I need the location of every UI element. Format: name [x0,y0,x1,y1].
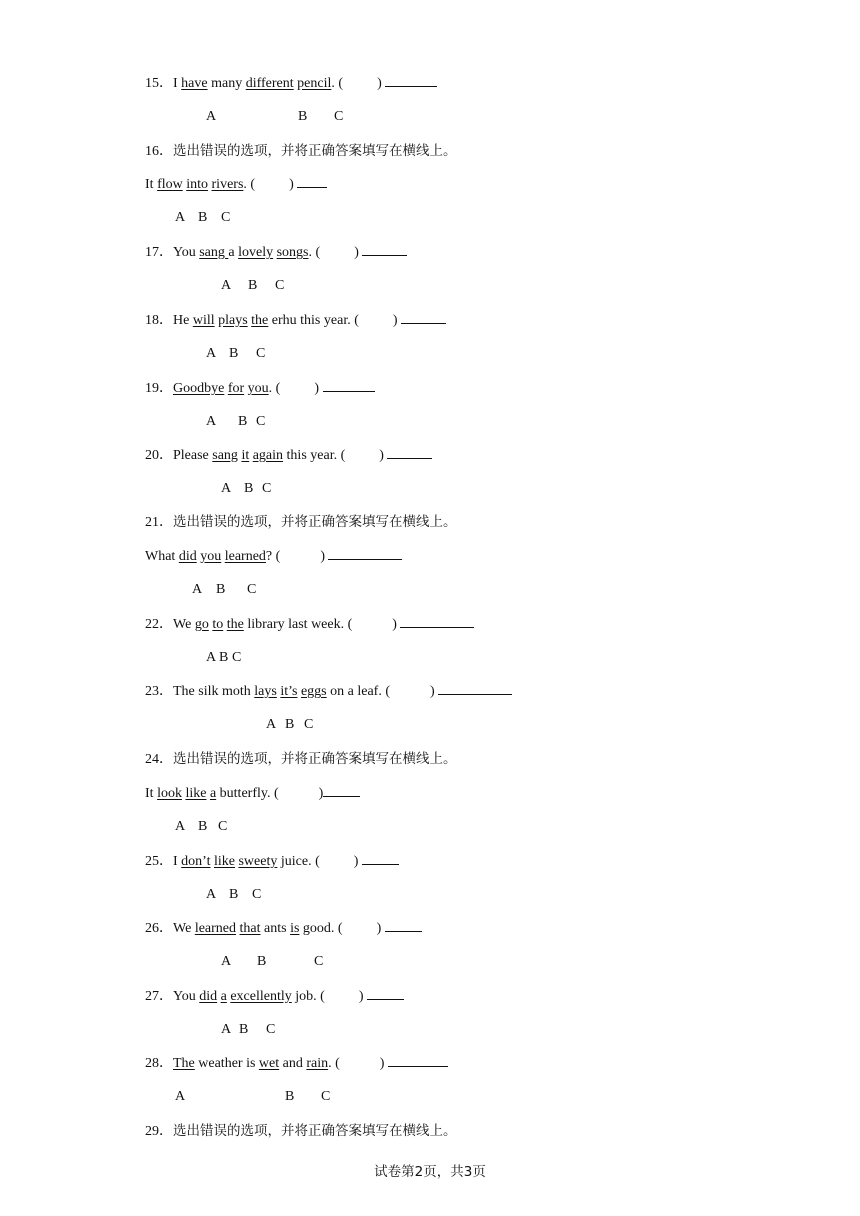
question-26-sentence: 26．We learned that ants is good. ( ) [145,919,422,938]
question-18-sentence: 18．He will plays the erhu this year. ( ) [145,311,446,330]
answer-blank[interactable] [385,919,422,932]
exam-page: 15．I have many different pencil. ( ) A B C 16．选出错误的选项，并将正确答案填写在横线上。 It flow into rivers. ( ) A B C 17．You sang a lovely songs. ( ) A B C 18．He will plays the erhu this year. ( ) A B C 19．Goodbye for you. ( ) A B C 20．Please sang it again this year. ( ) A B C 21．选出错误的选项，并将正确答案填写在横线上。 What did you learned? ( ) A B C 22．We go to the library last week. ( ) A B C 23．The silk moth lays it’s eggs on a leaf. ( ) A B C 24．选出错误的选项，并将正确答案填写在横线上。 It look like a butterfly. ( ) A B C 25．I don’t like sweety juice. ( ) A B C 26．We learned that ants is good. ( ) A B C 27．You did a excellently job. ( ) A B C 28．The weather is wet and rain. ( ) A B C 29．选出错误的选项，并将正确答案填写在横线上。 试卷第2页，共3页 [0,0,860,1216]
question-21-sentence: What did you learned? ( ) [145,547,402,566]
question-23-sentence: 23．The silk moth lays it’s eggs on a leaf. ( ) [145,682,512,701]
question-20-sentence: 20．Please sang it again this year. ( ) [145,446,432,465]
question-22-sentence: 22．We go to the library last week. ( ) [145,615,474,634]
question-16-sentence: It flow into rivers. ( ) [145,175,327,194]
question-19-sentence: 19．Goodbye for you. ( ) [145,379,375,398]
question-24-instruction: 24．选出错误的选项，并将正确答案填写在横线上。 [145,751,457,767]
answer-blank[interactable] [385,74,437,87]
answer-blank[interactable] [387,446,432,459]
answer-blank[interactable] [400,615,474,628]
answer-blank[interactable] [297,175,327,188]
question-25-sentence: 25．I don’t like sweety juice. ( ) [145,852,399,871]
question-27-sentence: 27．You did a excellently job. ( ) [145,987,404,1006]
answer-blank[interactable] [401,311,446,324]
question-15-sentence: 15．I have many different pencil. ( ) [145,74,437,93]
answer-blank[interactable] [438,682,512,695]
question-24-sentence: It look like a butterfly. ( ) [145,784,360,803]
question-16-instruction: 16．选出错误的选项，并将正确答案填写在横线上。 [145,143,457,159]
answer-blank[interactable] [367,987,404,1000]
answer-blank[interactable] [388,1054,448,1067]
question-17-sentence: 17．You sang a lovely songs. ( ) [145,243,407,262]
answer-blank[interactable] [323,784,360,797]
answer-blank[interactable] [362,243,407,256]
page-footer: 试卷第2页，共3页 [374,1164,486,1180]
question-29-instruction: 29．选出错误的选项，并将正确答案填写在横线上。 [145,1123,457,1139]
answer-blank[interactable] [323,379,375,392]
answer-blank[interactable] [328,547,402,560]
question-28-sentence: 28．The weather is wet and rain. ( ) [145,1054,448,1073]
answer-blank[interactable] [362,852,399,865]
question-21-instruction: 21．选出错误的选项，并将正确答案填写在横线上。 [145,514,457,530]
